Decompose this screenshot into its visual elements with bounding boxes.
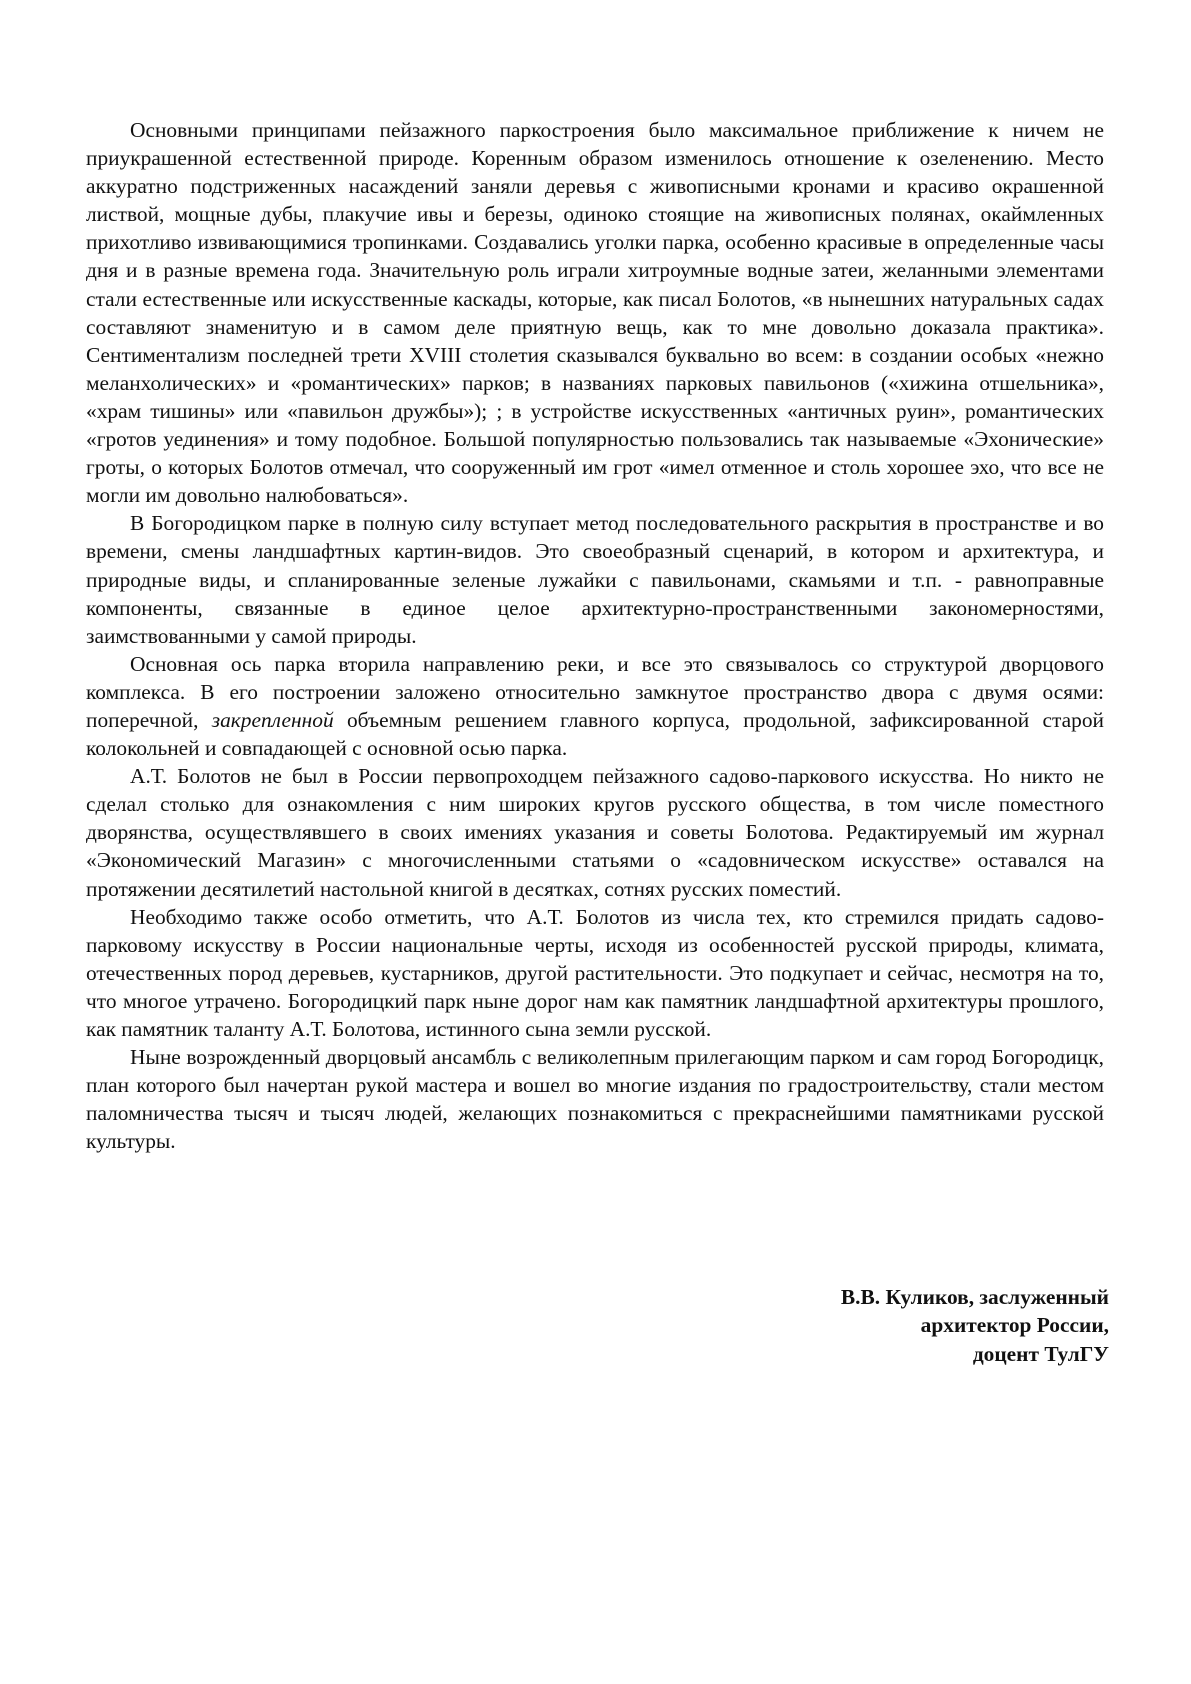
author-signature [689, 1283, 1109, 1368]
paragraph-2: В Богородицком парке в полную силу вступает метод последовательного раскрытия в пространстве и во времени, смены ландшафтных картин-видов. Это своеобразный сценарий, в котором и архитектура, и природные виды, и спланированные зеленые лужайки с павильонами, скамьями и т.п. - равноправные компоненты, связанные в единое целое архитектурно-пространственными закономерностями, заимствованными у самой природы. [86, 511, 1104, 648]
signature-line-3: доцент ТулГУ [972, 1341, 1109, 1366]
signature-line-2: архитектор России, [920, 1313, 1109, 1338]
signature-line-1: В.В. Куликов, заслуженный [840, 1285, 1109, 1309]
paragraph-3-emphasis: закрепленной [211, 707, 334, 732]
paragraph-4: А.Т. Болотов не был в России первопроходцем пейзажного садово-паркового искусства. Но никто не сделал столько для ознакомления с ним широких кругов русского общества, в том числе поместного дворянства, осуществлявшего в своих имениях указания и советы Болотова. Редактируемый им журнал «Экономический Магазин» с многочисленными статьями о «садовническом искусстве» оставался на протяжении десятилетий настольной книгой в десятках, сотнях русских поместий. [86, 764, 1104, 901]
paragraph-3-text-end: объемным решением главного корпуса, продольной, зафиксированной старой колокольней и совпадающей с основной осью парка. [86, 707, 1104, 761]
paragraph-5: Необходимо также особо отметить, что А.Т. Болотов из числа тех, кто стремился придать садово-парковому искусству в России национальные черты, исходя из особенностей русской природы, климата, отечественных пород деревьев, кустарников, другой растительности. Это подкупает и сейчас, несмотря на то, что многое утрачено. Богородицкий парк ныне дорог нам как памятник ландшафтной архитектуры прошлого, как памятник таланту А.Т. Болотова, истинного сына земли русской. [86, 904, 1104, 1041]
article-body [86, 116, 1104, 1155]
paragraph-1: Основными принципами пейзажного паркостроения было максимальное приближение к ничем не приукрашенной естественной природе. Коренным образом изменилось отношение к озеленению. Место аккуратно подстриженных насаждений заняли деревья с живописными кронами и красиво окрашенной листвой, мощные дубы, плакучие ивы и березы, одиноко стоящие на живописных полянах, окаймленных прихотливо извивающимися тропинками. Создавались уголки парка, особенно красивые в определенные часы дня и в разные времена года. Значительную роль играли хитроумные водные затеи, желанными элементами стали естественные или искусственные каскады, которые, как писал Болотов, «в нынешних натуральных садах составляют знаменитую и в самом деле приятную вещь, как то мне довольно доказала практика». Сентиментализм последней трети XVIII столетия сказывался буквально во всем: в создании особых «нежно меланхолических» и «романтических» парков; в названиях парковых павильонов («хижина отшельника», «храм тишины» или «павильон дружбы»); ; в устройстве искусственных «античных руин», романтических «гротов уединения» и тому подобное. Большой популярностью пользовались так называемые «Эхонические» гроты, о которых Болотов отмечал, что сооруженный им грот «имел отменное и столь хорошее эхо, что все не могли им довольно налюбоваться». [86, 118, 1104, 508]
paragraph-6: Ныне возрожденный дворцовый ансамбль с великолепным прилегающим парком и сам город Богородицк, план которого был начертан рукой мастера и вошел во многие издания по градостроительству, стали местом паломничества тысяч и тысяч людей, желающих познакомиться с прекраснейшими памятниками русской культуры. [86, 1045, 1104, 1154]
paragraph-3-text-start: Основная ось парка вторила направлению реки, и все это связывалось со структурой дворцового комплекса. В его построении заложено относительно замкнутое пространство двора с двумя осями: поперечной, [86, 651, 1104, 732]
paragraph-3 [86, 650, 1104, 762]
